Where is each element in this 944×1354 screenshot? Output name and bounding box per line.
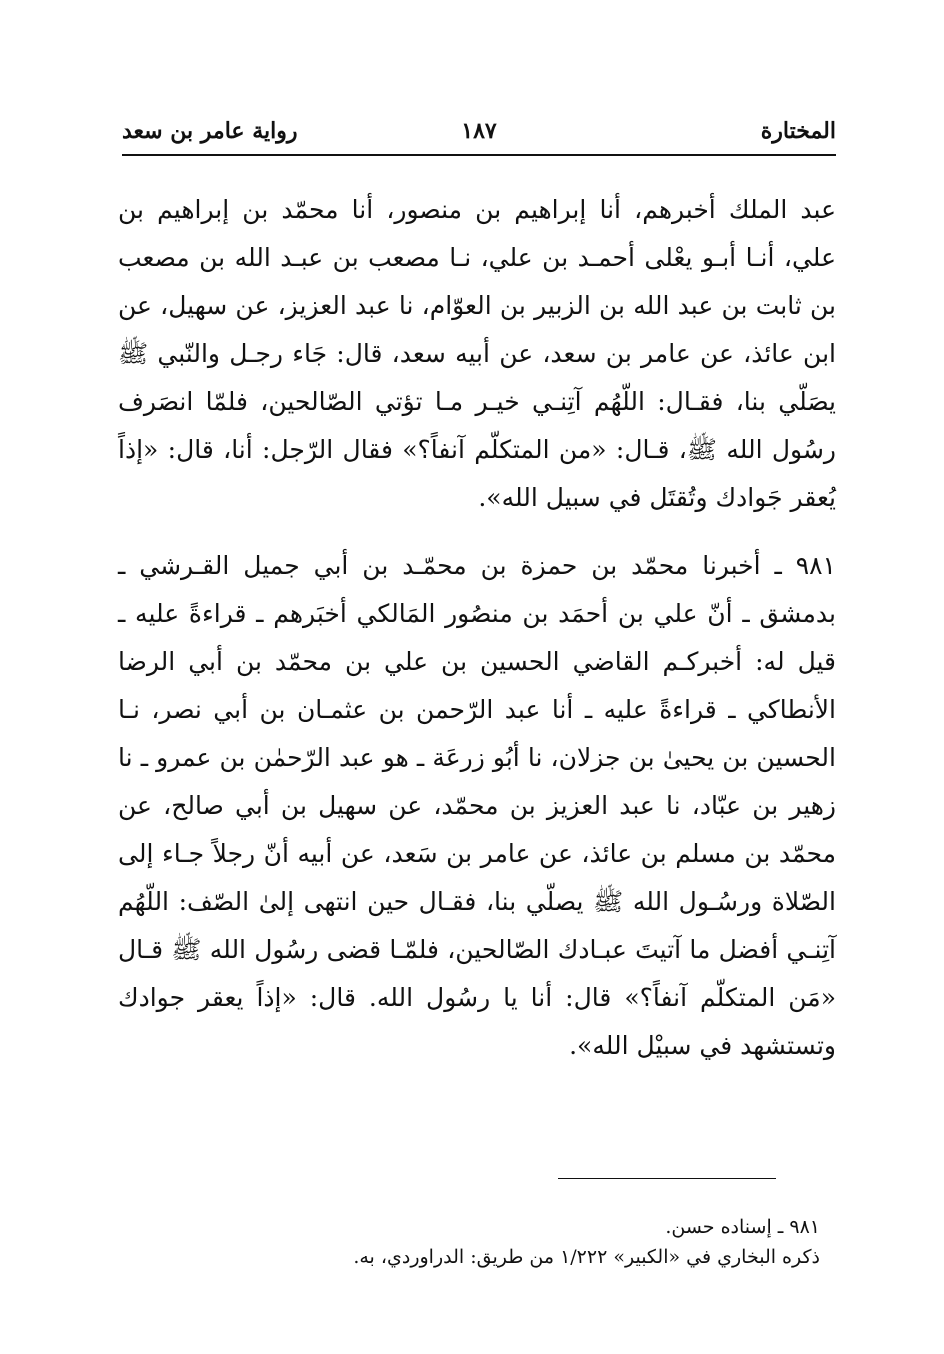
page-header <box>122 118 836 154</box>
page-number: ١٨٧ <box>461 118 497 144</box>
main-text <box>118 186 836 1070</box>
footnotes <box>200 1212 820 1272</box>
footnote-line: ذكره البخاري في «الكبير» ١/٢٢٢ من طريق: الدراوردي، به. <box>353 1246 820 1268</box>
header-rule <box>122 154 836 156</box>
footnote-rule <box>558 1178 776 1179</box>
footnote-line: ٩٨١ ـ إسناده حسن. <box>665 1216 820 1238</box>
book-title: المختارة <box>760 118 836 144</box>
paragraph-continuation: عبد الملك أخبرهم، أنا إبراهيم بن منصور، أنا محمّد بن إبراهيم بن علي، أنـا أبـو يعْلى أحمـد بن علي، نـا مصعب بن عبـد الله بن مصعب بن ثابت بن عبد الله بن الزبير بن العوّام، نا عبد العزيز، عن سهيل، عن ابن عائذ، عن عامر بن سعد، عن أبيه سعد، قال: جَاء رجـل والنّبي ﷺ يصَلّي بنا، فقـال: اللّهُم آتِنـي خيـر مـا تؤتي الصّالحين، فلمّا انصَرف رسُول الله ﷺ، قـال: «من المتكلّم آنفاً؟» فقال الرّجل: أنا، قال: «إذاً يُعقر جَوادك وتُقتَل في سبيل الله». <box>118 195 836 512</box>
section-title: رواية عامر بن سعد <box>122 118 298 144</box>
hadith-981: ٩٨١ ـ أخبرنا محمّد بن حمزة بن محمّـد بن أبي جميل القـرشي ـ بدمشق ـ أنّ علي بن أحمَد بن منصُور المَالكي أخبَرهم ـ قراءةً عليه ـ قيل له: أخبركـم القاضي الحسين بن علي بن محمّد بن أبي الرضا الأنطاكي ـ قراءةً عليه ـ أنا عبد الرّحمن بن عثمـان بن أبي نصر، نـا الحسين بن يحيىٰ بن جزلان، نا أبُو زرعَة ـ هو عبد الرّحمٰن بن عمرو ـ نا زهير بن عبّاد، نا عبد العزيز بن محمّد، عن سهيل بن أبي صالح، عن محمّد بن مسلم بن عائذ، عن عامر بن سَعد، عن أبيه أنّ رجلاً جـاء إلى الصّلاة ورسُـول الله ﷺ يصلّي بنا، فقـال حين انتهى إلىٰ الصّف: اللّهُم آتِنـي أفضل ما آتيتَ عبـادك الصّالحين، فلمّـا قضى رسُول الله ﷺ قـال «مَن المتكلّم آنفاً؟» قال: أنا يا رسُول الله. قال: «إذاً يعقر جوادك وتستشهد في سبيْل الله». <box>118 551 836 1060</box>
